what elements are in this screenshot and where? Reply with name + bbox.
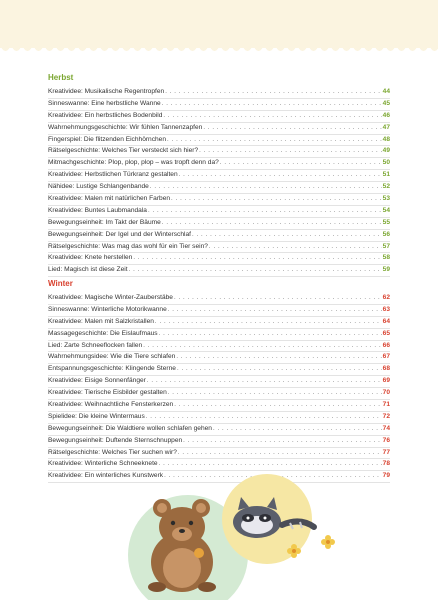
section-title-winter: Winter bbox=[48, 279, 73, 288]
toc-entry-page: 69 bbox=[382, 377, 390, 385]
decorative-header-band bbox=[0, 0, 438, 48]
toc-entry-title: Lied: Magisch ist diese Zeit bbox=[48, 266, 128, 274]
dot-leader bbox=[209, 242, 382, 253]
toc-entry bbox=[48, 459, 390, 471]
toc-entry bbox=[48, 317, 390, 329]
toc-entry-page: 54 bbox=[382, 206, 390, 214]
dot-leader bbox=[143, 341, 381, 352]
toc-entry-page: 44 bbox=[382, 88, 390, 95]
toc-entry-title: Lied: Zarte Schneeflocken fallen bbox=[48, 341, 143, 349]
toc-entry-page: 53 bbox=[382, 195, 390, 203]
toc-entry bbox=[48, 329, 390, 341]
toc-entry-page: 55 bbox=[382, 218, 390, 226]
toc-entry-title: Kreatividee: Ein winterliches Kunstwerk bbox=[48, 472, 164, 480]
toc-entry-title: Rätselgeschichte: Welches Tier versteckt sich hier? bbox=[48, 147, 199, 155]
toc-entry-title: Kreatividee: Malen mit natürlichen Farben bbox=[48, 195, 171, 203]
toc-entry bbox=[48, 265, 390, 277]
dot-leader bbox=[174, 293, 382, 304]
dot-leader bbox=[129, 265, 382, 276]
toc-entry-title: Rätselgeschichte: Welches Tier suchen wir? bbox=[48, 448, 177, 456]
dot-leader bbox=[167, 135, 382, 146]
scalloped-edge bbox=[0, 44, 438, 52]
toc-entry-page: 64 bbox=[382, 317, 390, 325]
toc-entry-title: Nähidee: Lustige Schlangenbande bbox=[48, 183, 149, 191]
toc-entry bbox=[48, 218, 390, 230]
dot-leader bbox=[203, 123, 381, 134]
dot-leader bbox=[168, 388, 382, 399]
toc-entry-title: Kreatividee: Musikalische Regentropfen bbox=[48, 88, 165, 95]
toc-entry-page: 79 bbox=[382, 472, 390, 480]
toc-entry-page: 67 bbox=[382, 353, 390, 361]
toc-entry-title: Spielidee: Die kleine Wintermaus bbox=[48, 412, 145, 420]
toc-entry-page: 46 bbox=[382, 111, 390, 119]
dot-leader bbox=[162, 99, 382, 110]
dot-leader bbox=[162, 218, 382, 229]
flower-decoration bbox=[287, 535, 335, 558]
toc-list-winter bbox=[48, 293, 390, 483]
toc-entry-page: 71 bbox=[382, 401, 390, 409]
toc-entry bbox=[48, 448, 390, 460]
dot-leader bbox=[179, 170, 382, 181]
toc-entry bbox=[48, 436, 390, 448]
toc-entry-page: 50 bbox=[382, 159, 390, 167]
toc-entry-title: Wahrnehmungsgeschichte: Wir fühlen Tannenzapfen bbox=[48, 123, 203, 131]
toc-entry-title: Fingerspiel: Die flitzenden Eichhörnchen bbox=[48, 135, 167, 143]
toc-entry-page: 66 bbox=[382, 341, 390, 349]
toc-entry-page: 76 bbox=[382, 436, 390, 444]
toc-entry-title: Massagegeschichte: Die Eislaufmaus bbox=[48, 329, 158, 337]
dot-leader bbox=[133, 253, 381, 264]
toc-entry-title: Rätselgeschichte: Was mag das wohl für ein Tier sein? bbox=[48, 242, 208, 250]
toc-entry bbox=[48, 242, 390, 254]
toc-entry bbox=[48, 293, 390, 305]
dot-leader bbox=[183, 436, 381, 447]
dot-leader bbox=[174, 400, 381, 411]
toc-entry bbox=[48, 194, 390, 206]
toc-entry-title: Kreatividee: Eisige Sonnenfänger bbox=[48, 377, 146, 385]
toc-entry-page: 59 bbox=[382, 266, 390, 274]
dot-leader bbox=[177, 364, 382, 375]
dot-leader bbox=[147, 376, 382, 387]
toc-entry bbox=[48, 305, 390, 317]
toc-entry-page: 78 bbox=[382, 460, 390, 468]
toc-entry bbox=[48, 182, 390, 194]
dot-leader bbox=[171, 194, 382, 205]
toc-entry-title: Kreatividee: Winterliche Schneeknete bbox=[48, 460, 158, 468]
toc-entry bbox=[48, 111, 390, 123]
toc-entry bbox=[48, 123, 390, 135]
dot-leader bbox=[213, 424, 382, 435]
dot-leader bbox=[159, 459, 382, 470]
dot-leader bbox=[146, 412, 382, 423]
toc-entry-title: Bewegungseinheit: Duftende Sternschnuppen bbox=[48, 436, 183, 444]
toc-entry-page: 47 bbox=[382, 123, 390, 131]
toc-entry-title: Sinneswanne: Eine herbstliche Wanne bbox=[48, 99, 161, 107]
dot-leader bbox=[150, 182, 382, 193]
toc-entry-page: 62 bbox=[382, 294, 390, 301]
toc-entry-title: Kreatividee: Magische Winter-Zauberstäbe bbox=[48, 294, 173, 301]
toc-entry-title: Kreatividee: Buntes Laubmandala bbox=[48, 206, 147, 214]
toc-entry-page: 65 bbox=[382, 329, 390, 337]
toc-entry bbox=[48, 170, 390, 182]
toc-entry-page: 74 bbox=[382, 424, 390, 432]
toc-entry-title: Kreatividee: Ein herbstliches Bodenbild bbox=[48, 111, 163, 119]
toc-entry bbox=[48, 87, 390, 99]
dot-leader bbox=[220, 158, 382, 169]
dot-leader bbox=[155, 317, 382, 328]
dot-leader bbox=[176, 352, 381, 363]
toc-entry bbox=[48, 146, 390, 158]
toc-entry-page: 52 bbox=[382, 183, 390, 191]
toc-entry-title: Bewegungseinheit: Die Waldtiere wollen schlafen gehen bbox=[48, 424, 212, 432]
toc-entry-title: Wahrnehmungsidee: Wie die Tiere schlafen bbox=[48, 353, 176, 361]
toc-entry bbox=[48, 352, 390, 364]
section-herbst bbox=[48, 73, 390, 277]
toc-entry-title: Kreatividee: Weihnachtliche Fensterkerzen bbox=[48, 401, 174, 409]
toc-entry-title: Kreatividee: Herbstlichen Türkranz gestalten bbox=[48, 171, 178, 179]
toc-entry bbox=[48, 471, 390, 483]
dot-leader bbox=[178, 448, 382, 459]
toc-entry-title: Entspannungsgeschichte: Klingende Sterne bbox=[48, 365, 176, 373]
dot-leader bbox=[199, 146, 382, 157]
dot-leader bbox=[163, 111, 381, 122]
dot-leader bbox=[159, 329, 382, 340]
toc-entry bbox=[48, 388, 390, 400]
dot-leader bbox=[168, 305, 382, 316]
toc-entry bbox=[48, 230, 390, 242]
toc-entry-page: 58 bbox=[382, 254, 390, 262]
raccoon-illustration bbox=[222, 474, 314, 564]
toc-entry-page: 77 bbox=[382, 448, 390, 456]
toc-entry-page: 49 bbox=[382, 147, 390, 155]
toc-entry-page: 72 bbox=[382, 412, 390, 420]
section-title-herbst: Herbst bbox=[48, 73, 74, 82]
toc-entry-page: 56 bbox=[382, 230, 390, 238]
dot-leader bbox=[164, 471, 382, 482]
toc-entry bbox=[48, 135, 390, 147]
toc-entry-title: Mitmachgeschichte: Plop, plop, plop – was tropft denn da? bbox=[48, 159, 219, 167]
dot-leader bbox=[165, 87, 381, 98]
toc-entry-page: 63 bbox=[382, 305, 390, 313]
section-winter bbox=[48, 279, 390, 483]
toc-entry bbox=[48, 364, 390, 376]
toc-entry bbox=[48, 424, 390, 436]
dot-leader bbox=[148, 206, 382, 217]
bear-illustration bbox=[128, 495, 248, 600]
toc-list-herbst bbox=[48, 87, 390, 277]
toc-entry bbox=[48, 412, 390, 424]
toc-entry-page: 51 bbox=[382, 171, 390, 179]
toc-entry-title: Kreatividee: Tierische Eisbilder gestalten bbox=[48, 389, 167, 397]
toc-entry-title: Bewegungseinheit: Im Takt der Bäume bbox=[48, 218, 161, 226]
toc-entry bbox=[48, 400, 390, 412]
toc-entry-title: Bewegungseinheit: Der Igel und der Winterschlaf bbox=[48, 230, 191, 238]
toc-entry bbox=[48, 158, 390, 170]
toc-entry bbox=[48, 99, 390, 111]
toc-entry bbox=[48, 206, 390, 218]
toc-entry-title: Kreatividee: Knete herstellen bbox=[48, 254, 133, 262]
toc-entry bbox=[48, 253, 390, 265]
toc-entry-title: Sinneswanne: Winterliche Motorikwanne bbox=[48, 305, 167, 313]
toc-entry-title: Kreatividee: Malen mit Salzkristallen bbox=[48, 317, 154, 325]
toc-entry-page: 45 bbox=[382, 99, 390, 107]
toc-entry bbox=[48, 376, 390, 388]
toc-entry-page: 48 bbox=[382, 135, 390, 143]
toc-entry-page: 70 bbox=[382, 389, 390, 397]
dot-leader bbox=[192, 230, 382, 241]
toc-entry bbox=[48, 341, 390, 353]
toc-entry-page: 68 bbox=[382, 365, 390, 373]
toc-entry-page: 57 bbox=[382, 242, 390, 250]
